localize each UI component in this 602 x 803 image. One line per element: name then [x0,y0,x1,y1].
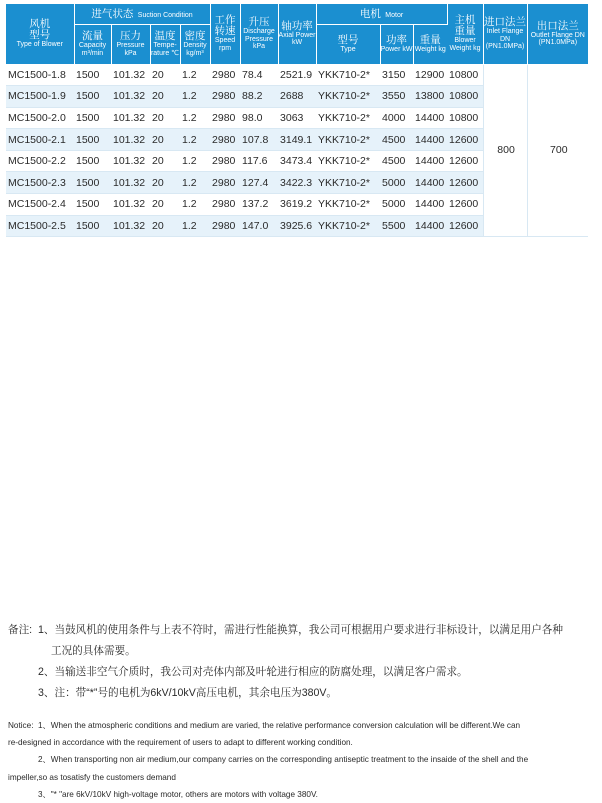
motor-weight-cell: 14400 [413,215,447,237]
blower-model-header: 风机 型号 Type of Blower [6,4,74,64]
motor-type-cell: YKK710-2* [316,107,380,129]
density-cell: 1.2 [180,150,210,172]
motor-weight-cell: 12900 [413,64,447,86]
motor-power-cell: 5000 [380,194,413,216]
pressure-cell: 101.32 [111,172,150,194]
speed-cell: 2980 [210,194,240,216]
notice-3: 3、"* "are 6kV/10kV high-voltage motor, others are motors with voltage 380V. [38,789,318,799]
temperature-cell: 20 [150,107,180,129]
notice-2: 2、When transporting non air medium,our company carries on the corresponding antiseptic treatment to the insaide of the shell and the [38,755,529,765]
axial-power-cell: 3473.4 [278,150,316,172]
motor-header: 电机 Motor [316,4,447,24]
discharge-pressure-cell: 147.0 [240,215,278,237]
motor-weight-cell: 14400 [413,129,447,151]
notes-english [8,717,593,803]
model-cell: MC1500-2.4 [6,194,74,216]
discharge-pressure-header: 升压 Discharge Pressure kPa [240,4,278,64]
discharge-pressure-cell: 88.2 [240,86,278,108]
discharge-pressure-cell: 137.2 [240,194,278,216]
notes-label: 备注: [8,624,33,636]
density-cell: 1.2 [180,86,210,108]
discharge-pressure-cell: 78.4 [240,64,278,86]
suction-condition-header: 进气状态 Suction Condition [74,4,210,24]
motor-type-cell: YKK710-2* [316,215,380,237]
motor-type-header: 型号 Type [316,24,380,64]
model-cell: MC1500-2.0 [6,107,74,129]
notice-1-continued: re-designed in accordance with the requirement of users to adapt to different working condition. [8,738,353,748]
axial-power-cell: 3925.6 [278,215,316,237]
blower-weight-cell: 12600 [447,150,483,172]
motor-type-cell: YKK710-2* [316,150,380,172]
inlet-flange-cell: 800 [483,64,527,237]
pressure-cell: 101.32 [111,129,150,151]
outlet-flange-header: 出口法兰 Outlet Flange DN (PN1.0MPa) [527,4,588,64]
inlet-flange-header: 进口法兰 Inlet Flange DN (PN1.0MPa) [483,4,527,64]
motor-type-cell: YKK710-2* [316,86,380,108]
motor-weight-cell: 14400 [413,107,447,129]
density-cell: 1.2 [180,194,210,216]
notice-label: Notice: [8,721,34,730]
speed-cell: 2980 [210,172,240,194]
axial-power-cell: 2521.9 [278,64,316,86]
table-row [6,64,588,86]
temperature-cell: 20 [150,150,180,172]
pressure-cell: 101.32 [111,150,150,172]
motor-weight-header: 重量 Weight kg [413,24,447,64]
motor-weight-cell: 14400 [413,194,447,216]
capacity-cell: 1500 [74,150,111,172]
axial-power-cell: 3149.1 [278,129,316,151]
capacity-header: 流量 Capacity m³/min [74,24,111,64]
motor-power-cell: 4500 [380,129,413,151]
blower-weight-cell: 10800 [447,107,483,129]
motor-power-cell: 3150 [380,64,413,86]
blower-weight-cell: 10800 [447,64,483,86]
pressure-cell: 101.32 [111,64,150,86]
speed-cell: 2980 [210,64,240,86]
speed-cell: 2980 [210,150,240,172]
discharge-pressure-cell: 117.6 [240,150,278,172]
density-header: 密度 Density kg/m³ [180,24,210,64]
motor-type-cell: YKK710-2* [316,194,380,216]
temperature-cell: 20 [150,172,180,194]
temperature-cell: 20 [150,64,180,86]
motor-power-cell: 5500 [380,215,413,237]
specification-table [6,4,588,237]
motor-weight-cell: 14400 [413,172,447,194]
model-cell: MC1500-2.1 [6,129,74,151]
motor-power-cell: 5000 [380,172,413,194]
model-cell: MC1500-2.5 [6,215,74,237]
notes-chinese [8,620,593,704]
temperature-cell: 20 [150,215,180,237]
speed-cell: 2980 [210,107,240,129]
axial-power-cell: 3619.2 [278,194,316,216]
motor-type-cell: YKK710-2* [316,172,380,194]
discharge-pressure-cell: 107.8 [240,129,278,151]
axial-power-cell: 3063 [278,107,316,129]
blower-weight-cell: 12600 [447,194,483,216]
capacity-cell: 1500 [74,215,111,237]
axial-power-cell: 3422.3 [278,172,316,194]
blower-weight-cell: 12600 [447,172,483,194]
axial-power-cell: 2688 [278,86,316,108]
motor-power-cell: 4500 [380,150,413,172]
model-cell: MC1500-2.3 [6,172,74,194]
temperature-cell: 20 [150,129,180,151]
speed-header: 工作 转速 Speed rpm [210,4,240,64]
discharge-pressure-cell: 127.4 [240,172,278,194]
note-1: 1、当鼓风机的使用条件与上表不符时，需进行性能换算，我公司可根据用户要求进行非标设计，以满足用户各种 [38,624,563,636]
density-cell: 1.2 [180,107,210,129]
capacity-cell: 1500 [74,172,111,194]
temperature-cell: 20 [150,194,180,216]
motor-power-cell: 4000 [380,107,413,129]
motor-weight-cell: 13800 [413,86,447,108]
speed-cell: 2980 [210,86,240,108]
blower-weight-header: 主机 重量 Blower Weight kg [447,4,483,64]
model-cell: MC1500-2.2 [6,150,74,172]
motor-weight-cell: 14400 [413,150,447,172]
capacity-cell: 1500 [74,129,111,151]
note-1-continued: 工况的具体需要。 [51,645,136,657]
model-cell: MC1500-1.9 [6,86,74,108]
motor-type-cell: YKK710-2* [316,129,380,151]
temperature-cell: 20 [150,86,180,108]
temperature-header: 温度 Tempe- rature ℃ [150,24,180,64]
pressure-cell: 101.32 [111,215,150,237]
discharge-pressure-cell: 98.0 [240,107,278,129]
capacity-cell: 1500 [74,64,111,86]
motor-type-cell: YKK710-2* [316,64,380,86]
axial-power-header: 轴功率 Axial Power kW [278,4,316,64]
density-cell: 1.2 [180,64,210,86]
note-3: 3、注：带“*”号的电机为6kV/10kV高压电机，其余电压为380V。 [38,687,338,699]
pressure-cell: 101.32 [111,86,150,108]
capacity-cell: 1500 [74,194,111,216]
density-cell: 1.2 [180,215,210,237]
model-cell: MC1500-1.8 [6,64,74,86]
blower-weight-cell: 12600 [447,215,483,237]
pressure-cell: 101.32 [111,194,150,216]
motor-power-header: 功率 Power kW [380,24,413,64]
pressure-header: 压力 Pressure kPa [111,24,150,64]
speed-cell: 2980 [210,129,240,151]
blower-weight-cell: 10800 [447,86,483,108]
speed-cell: 2980 [210,215,240,237]
capacity-cell: 1500 [74,107,111,129]
density-cell: 1.2 [180,129,210,151]
outlet-flange-cell: 700 [527,64,588,237]
note-2: 2、当输送非空气介质时，我公司对壳体内部及叶轮进行相应的防腐处理，以满足客户需求。 [38,666,468,678]
pressure-cell: 101.32 [111,107,150,129]
capacity-cell: 1500 [74,86,111,108]
motor-power-cell: 3550 [380,86,413,108]
blower-weight-cell: 12600 [447,129,483,151]
density-cell: 1.2 [180,172,210,194]
notice-2-continued: impeller,so as tosatisfy the customers demand [8,772,176,782]
notice-1: 1、When the atmospheric conditions and medium are varied, the relative performance conversion calculation will be different.We can [38,721,521,730]
